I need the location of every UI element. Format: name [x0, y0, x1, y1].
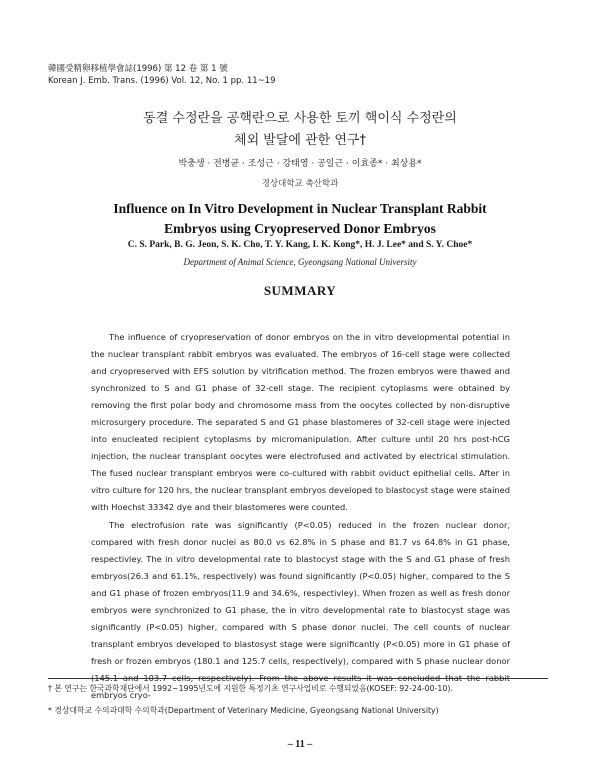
english-title-line-1: Influence on In Vitro Development in Nuclear Transplant Rabbit [113, 201, 487, 216]
english-affiliation: Department of Animal Science, Gyeongsang National University [183, 257, 417, 267]
summary-paragraph-1: The influence of cryopreservation of donor embryos on the in vitro developmental potential in the nuclear transplant rabbit embryos was evaluated. The embryos of 16-cell stage were collected and cryopreserved with EFS solution by vitrification method. The frozen embryos were thawed and synchronized to S and G1 phase of 32-cell stage. The recipient cytoplasms were obtained by removing the first polar body and chromosome mass from the oocytes collected by non-disruptive microsurgery procedure. The separated S and G1 phase blastomeres of 32-cell stage were injected into enucleated recipient cytoplasms by micromanipulation. After culture until 20 hrs post-hCG injection, the nuclear transplant oocytes were electrofused and activated by electrical stimulation. The fused nuclear transplant embryos were co-cultured with rabbit oviduct epithelial cells. After in vitro culture for 120 hrs, the nuclear transplant embryos developed to blastocyst stage were stained with Hoechst 33342 dye and their blastomeres were counted. [91, 332, 510, 513]
journal-header [48, 63, 276, 87]
english-title-line-2: Embryos using Cryopreserved Donor Embryos [164, 221, 436, 236]
footnote-divider [48, 678, 548, 679]
journal-citation-english: Korean J. Emb. Trans. (1996) Vol. 12, No. 1 pp. 11~19 [48, 76, 276, 86]
summary-heading: SUMMARY [263, 283, 337, 298]
korean-title-line-2: 체외 발달에 관한 연구† [234, 133, 366, 148]
korean-authors: 박충생 · 전병균 · 조성근 · 강태영 · 공일근 · 이효종* · 최상용* [178, 159, 422, 169]
korean-affiliation: 경상대학교 축산학과 [261, 179, 339, 189]
journal-citation-korean: 韓國受精卵移植學會誌(1996) 第 12 卷 第 1 號 [48, 64, 228, 74]
footnote-funding: † 본 연구는 한국과학재단에서 1992~1995년도에 지원한 특정기초 연구사업비로 수행되었음(KOSEF: 92-24-00-10). [48, 684, 453, 693]
page-number: – 11 – [287, 739, 313, 750]
summary-paragraph-2: The electrofusion rate was significantly (P<0.05) reduced in the frozen nuclear donor, compared with fresh donor nuclei as 80.0 vs 62.8% in S phase and 81.7 vs 64.8% in G1 phase, respectivley. The in vitro developmental rate to blastocyst stage with the S and G1 phase of fresh embryos(26.3 and 61.1%, respectively) was found significantly (P<0.05) higher, compared to the S and G1 phase of frozen embryos(11.9 and 34.6%, respectivley). When frozen as well as fresh donor embryos were synchronized to G1 phase, the in vitro developmental rate to blastocyst stage was significantly (P<0.05) higher, compared with S phase donor nuclei. The cell counts of nuclear transplant embryos developed to blastosyst stage were significantly (P<0.05) more in G1 phase of fresh or frozen embryos (180.1 and 125.7 cells, respectively), compared with S phase nuclear donor (145.1 and 103.7 cells, respectively). From the above results it was concluded that the rabbit embryos cryo- [91, 520, 510, 701]
footnote-affiliation: * 경상대학교 수의과대학 수의학과(Department of Veterinary Medicine, Gyeongsang National University) [48, 706, 439, 715]
korean-title-line-1: 동결 수정란을 공핵란으로 사용한 토끼 핵이식 수정란의 [143, 111, 457, 126]
english-authors: C. S. Park, B. G. Jeon, S. K. Cho, T. Y. Kang, I. K. Kong*, H. J. Lee* and S. Y. Choe* [127, 240, 473, 250]
